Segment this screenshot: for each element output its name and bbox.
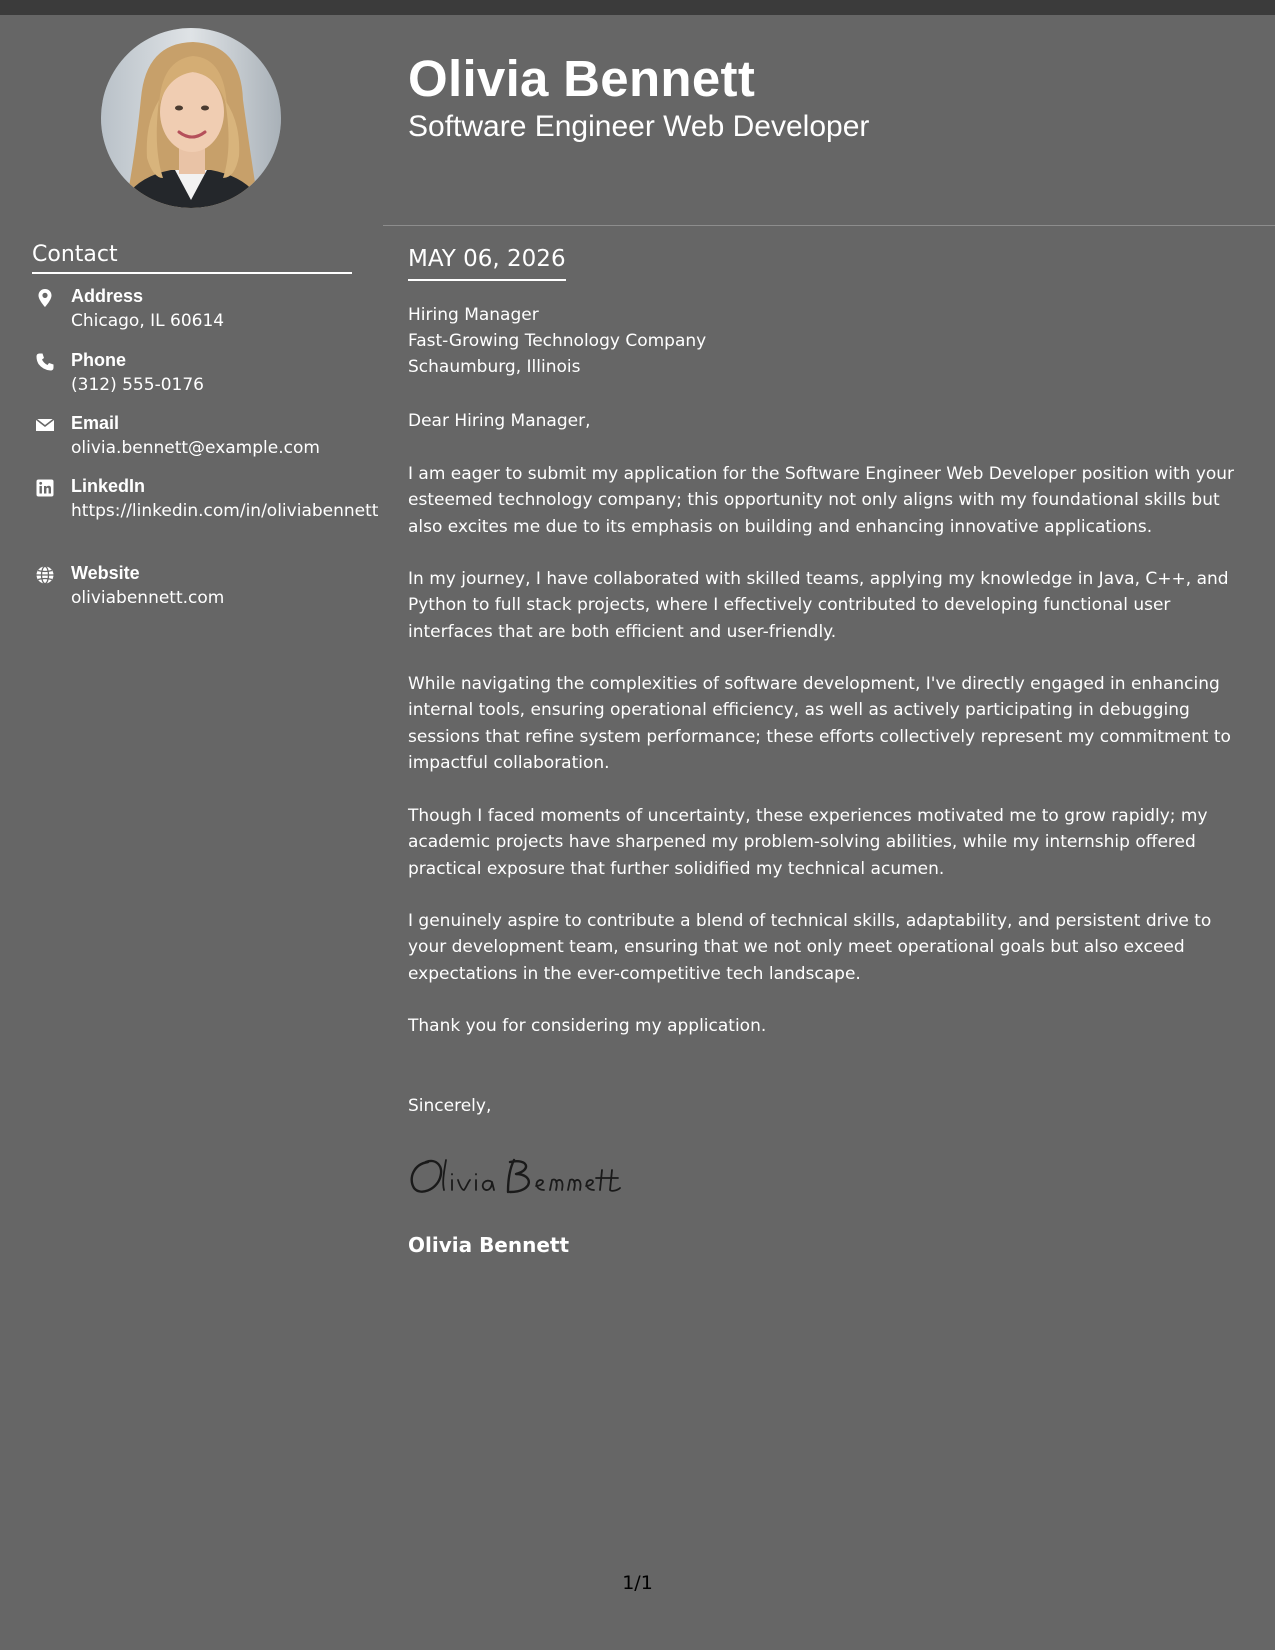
globe-icon — [35, 565, 55, 585]
top-strip — [0, 0, 1275, 15]
phone-value: (312) 555-0176 — [71, 375, 204, 395]
contact-label: Address — [71, 286, 144, 306]
website-link[interactable]: oliviabennett.com — [71, 588, 225, 608]
envelope-icon — [35, 415, 55, 435]
closing-thanks: Thank you for considering my application. — [408, 1016, 767, 1036]
phone-icon — [35, 352, 55, 372]
body-paragraph: I am eager to submit my application for the Software Engineer Web Developer position with your esteemed technology company; this opportunity not only aligns with my foundational skills but also excites me due to its emphasis on building and enhancing innovative applications. — [408, 464, 1235, 537]
header-divider — [383, 225, 1275, 226]
sign-off: Sincerely, — [408, 1096, 492, 1116]
contact-label: Phone — [71, 350, 127, 370]
body-paragraph: I genuinely aspire to contribute a blend of technical skills, adaptability, and persistent drive to your development team, ensuring that we not only meet operational goals but also exceed expectations in the ever-competitive tech landscape. — [408, 911, 1212, 984]
applicant-name: Olivia Bennett — [408, 50, 756, 107]
body-paragraph: In my journey, I have collaborated with skilled teams, applying my knowledge in Java, C++, and Python to full stack projects, where I effectively contributed to developing functional user interfaces that are both efficient and user-friendly. — [408, 569, 1229, 642]
salutation: Dear Hiring Manager, — [408, 411, 591, 431]
email-link[interactable]: olivia.bennett@example.com — [71, 438, 320, 458]
address-value: Chicago, IL 60614 — [71, 311, 225, 331]
contact-label: Website — [71, 563, 140, 583]
recipient-line: Schaumburg, Illinois — [408, 357, 581, 377]
recipient-line: Fast-Growing Technology Company — [408, 331, 707, 351]
recipient-block — [408, 302, 706, 380]
handwritten-signature — [406, 1152, 636, 1206]
contact-heading: Contact — [32, 240, 352, 274]
profile-photo — [101, 28, 281, 208]
contact-label: Email — [71, 413, 120, 433]
recipient-line: Hiring Manager — [408, 305, 539, 325]
contact-label: LinkedIn — [71, 476, 146, 496]
linkedin-link[interactable]: https://linkedin.com/in/oliviabennett — [71, 501, 379, 521]
signer-name: Olivia Bennett — [408, 1233, 570, 1257]
page-number: 1/1 — [622, 1572, 653, 1594]
job-title: Software Engineer Web Developer — [408, 110, 870, 143]
map-pin-icon — [35, 288, 55, 308]
body-paragraph: Though I faced moments of uncertainty, these experiences motivated me to grow rapidly; my academic projects have sharpened my problem-solving abilities, while my internship offered practical exposure that further solidified my technical acumen. — [408, 806, 1208, 879]
letter-date: MAY 06, 2026 — [408, 244, 566, 281]
linkedin-icon — [35, 478, 55, 498]
body-paragraph: While navigating the complexities of software development, I've directly engaged in enhancing internal tools, ensuring operational efficiency, as well as actively participating in debugging sessions that refine system performance; these efforts collectively represent my commitment to impactful collaboration. — [408, 674, 1231, 773]
avatar — [101, 28, 281, 208]
